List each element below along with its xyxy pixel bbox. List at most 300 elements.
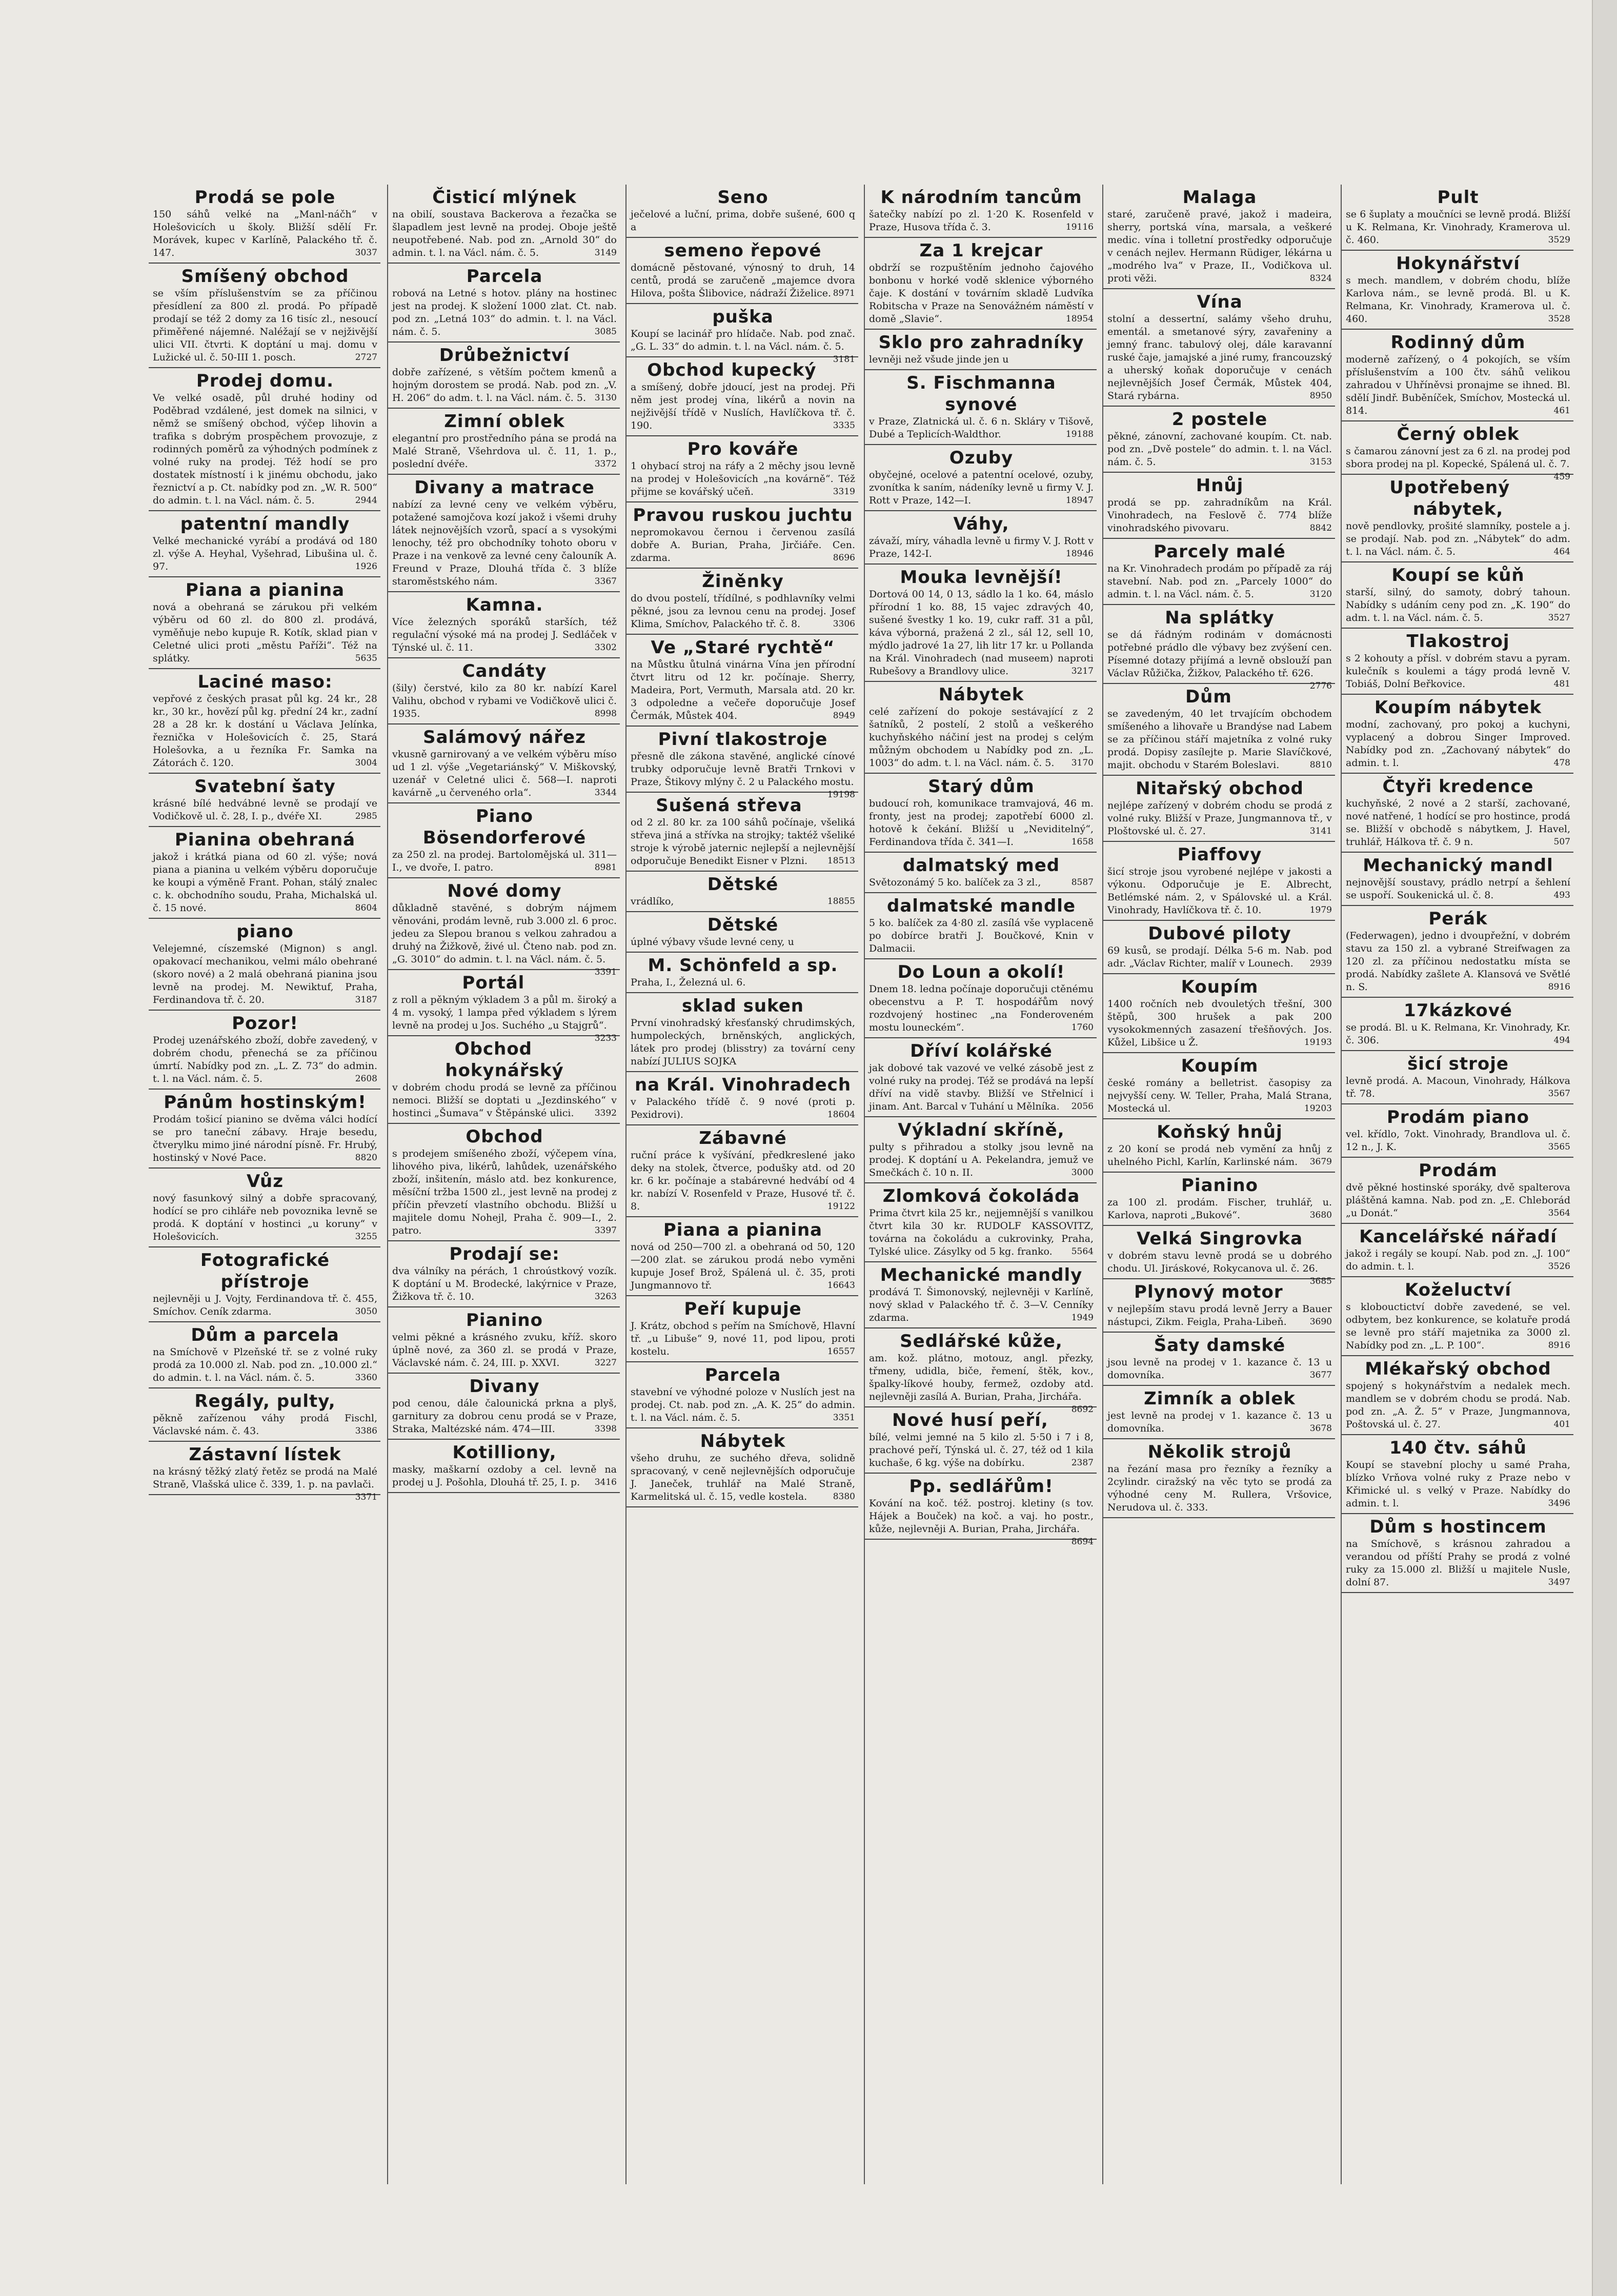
ad-number: 8916 — [1548, 1340, 1570, 1351]
ad-body: Koupí se lacinář pro hlídače. Nab. pod znač. „G. L. 33“ do admin. t. l. na Václ. nám. č. 5. 3181 — [631, 328, 855, 353]
ad-heading: Vůz — [246, 1171, 284, 1192]
classified-ad — [388, 1442, 620, 1493]
ad-number: 3679 — [1309, 1157, 1332, 1167]
classified-ad — [388, 477, 620, 592]
ad-heading: Zábavné — [699, 1128, 787, 1149]
ad-number: 3263 — [594, 1292, 617, 1302]
ad-number: 8380 — [833, 1492, 855, 1502]
ad-heading: Dříví kolářské — [910, 1041, 1053, 1061]
ad-number: 493 — [1553, 890, 1570, 900]
ad-heading: Dětské — [707, 915, 779, 935]
ad-heading: Černý oblek — [1397, 424, 1520, 445]
ad-number: 3678 — [1309, 1423, 1332, 1434]
ad-column-3 — [625, 185, 858, 2184]
ad-heading: Parcela — [466, 266, 543, 287]
ad-heading: Divany a matrace — [414, 477, 595, 498]
classified-ad — [865, 895, 1097, 959]
classified-ad — [626, 240, 858, 304]
ad-body: 1400 ročních neb dvouletých třešní, 300 štěpů, 300 hrušek a pak 200 vysokokmenných zasazení třešňových. Jos. Kůžel, Libšice u Ž. 19193 — [1107, 998, 1332, 1048]
ad-number: 461 — [1553, 406, 1570, 416]
ad-number: 3351 — [833, 1413, 855, 1423]
ad-number: 3685 — [1309, 1276, 1332, 1286]
ad-number: 19203 — [1304, 1103, 1332, 1114]
ad-heading: piano — [236, 921, 294, 942]
classified-ad — [865, 855, 1097, 893]
ad-body: jest levně na prodej v 1. kazance č. 13 u domovníka. 3678 — [1107, 1410, 1332, 1434]
ad-number: 8998 — [594, 709, 617, 719]
classified-ad — [149, 1092, 380, 1169]
ad-heading: puška — [712, 307, 774, 327]
ad-body: elegantní pro prostředního pána se prodá na Malé Straně, Všehrdova ul. č. 11, 1. p., poslední dvéře. 3372 — [392, 433, 617, 470]
ad-number: 3690 — [1309, 1317, 1332, 1327]
classified-ad — [1103, 686, 1335, 776]
ad-body: jak dobové tak vazové ve velké zásobě jest z volné ruky na prodej. Též se prodává na lepší dříví na vidě stavby. Bližší ve Střelnicí i jinam. Ant. Barcal v Tuhání u Mělníka. 2056 — [869, 1062, 1094, 1112]
ad-heading: Obchod kupecký — [647, 360, 817, 380]
ad-body: na Smíchově v Plzeňské tř. se z volné ruky prodá za 10.000 zl. Nab. pod zn. „10.000 zl.“ do admin. t. l. na Václ. nám. č. 5. 3360 — [153, 1346, 377, 1383]
ad-body: nová od 250—700 zl. a obehraná od 50, 120—200 zlat. se zárukou prodá nebo vyměni kupuje Josef Brož, Spálená ul. č. 35, proti Jungmannovo tř. 16643 — [631, 1241, 855, 1291]
ad-body: am. kož. plátno, motouz, angl. přezky, třmeny, udidla, biče, řemení, štěk, kov., špalky-líkové houby, fermež, ozdoby atd. nejlevněji zasílá A. Burian, Praha, Jirchářa. 8692 — [869, 1352, 1094, 1403]
ad-heading: Zimník a oblek — [1144, 1388, 1296, 1409]
classified-ad — [1342, 1279, 1573, 1356]
ad-heading: Koželuctví — [1404, 1280, 1512, 1300]
ad-body: v dobrém chodu prodá se levně za příčinou nemoci. Bližší se doptati u „Jezdinského“ v hostinci „Šumava“ v Štěpánské ulici. 3392 — [392, 1082, 617, 1119]
ad-heading: Dům — [1185, 687, 1232, 707]
ad-heading: Upotřebený nábytek, — [1389, 477, 1510, 519]
ad-number: 8324 — [1309, 273, 1332, 284]
ad-number: 478 — [1553, 758, 1570, 768]
ad-heading: Dům s hostincem — [1369, 1517, 1547, 1537]
classified-ad — [1342, 565, 1573, 629]
ad-heading: M. Schönfeld a sp. — [648, 955, 838, 976]
classified-ad — [388, 1376, 620, 1440]
classified-ad — [1103, 1121, 1335, 1173]
ad-body: v nejlepším stavu prodá levně Jerry a Bauer nástupci, Zikm. Feigla, Praha-Libeň. 3690 — [1107, 1303, 1332, 1327]
classified-ad — [388, 1038, 620, 1124]
ad-number: 3416 — [594, 1477, 617, 1487]
ad-heading: K národním tancům — [880, 187, 1082, 208]
classified-ad — [149, 370, 380, 511]
classified-ad — [149, 671, 380, 774]
classified-ad — [388, 660, 620, 724]
classified-ad — [388, 187, 620, 264]
ad-number: 3217 — [1071, 666, 1094, 676]
classified-ad — [865, 240, 1097, 330]
classified-ad — [865, 1476, 1097, 1547]
ad-heading: Sklo pro zahradníky — [878, 332, 1084, 353]
ad-heading: Nové domy — [447, 881, 562, 901]
classified-ad — [388, 880, 620, 977]
ad-body: prodává T. Šimonovský, nejlevněji v Karlíně, nový sklad v Palackého tř. č. 3—V. Cenníky zdarma. 1949 — [869, 1286, 1094, 1323]
ad-number: 16643 — [827, 1280, 855, 1291]
ad-body: krásné bílé hedvábné levně se prodají ve Vodičkově ul. č. 28, I. p., dvéře XI. 2985 — [153, 798, 377, 822]
classified-ad — [1342, 1106, 1573, 1158]
ad-body: starší, silný, do samoty, dobrý tahoun. Nabídky s udáním ceny pod zn. „K. 190“ do adm. t. l. na Václ. nám. č. 5. 3527 — [1346, 587, 1570, 623]
ad-body: levněji než všude jinde jen u — [869, 354, 1009, 365]
ad-body: celé zařízení do pokoje sestávající z 2 šatníků, 2 postelí, 2 stolů a veškerého kuchyňského náčiní jest na prodej s celým můžným obchodem u Nabídky pod zn. „L. 1003“ do adm. t. l. na Václ. nám. č. 5. 3170 — [869, 706, 1094, 769]
ad-body: spojený s hokynářstvím a nedalek mech. mandlem se v dobrém chodu se prodá. Nab. pod zn. „A. Ž. 5“ v Praze, Jungmannova, Poštovská ul. č. 27. 401 — [1346, 1380, 1570, 1430]
ad-heading: Piano Bösendorferové — [422, 806, 587, 848]
ad-body: a smíšený, dobře jdoucí, jest na prodej. Při něm jest prodej vína, likérů a novin na nejživější třídě v Nuslích, Havlíčkova tř. č. 190. 3335 — [631, 381, 855, 431]
ad-heading: Peří kupuje — [684, 1299, 802, 1319]
classified-ad — [626, 729, 858, 800]
ad-number: 3050 — [355, 1306, 377, 1317]
ad-heading: Koupím — [1181, 977, 1259, 997]
ad-body: ječelové a luční, prima, dobře sušené, 600 q a — [631, 209, 855, 233]
classified-ad — [149, 1444, 380, 1502]
classified-ad — [626, 306, 858, 365]
ad-number: 3526 — [1548, 1261, 1570, 1272]
ad-number: 3398 — [594, 1424, 617, 1434]
ad-number: 464 — [1553, 547, 1570, 557]
ad-heading: Pravou ruskou juchtu — [633, 505, 853, 526]
ad-number: 3004 — [355, 758, 377, 768]
ad-heading: Nábytek — [938, 684, 1024, 705]
ad-body: Prodám tošicí pianino se dvěma válci hodící se pro taneční zábavy. Hraje besedu, čtverylku mimo jiné národní písně. Fr. Hrubý, hostinský v Nové Pace. 8820 — [153, 1114, 377, 1163]
classified-ad — [149, 1324, 380, 1388]
ad-body: vkusně garnirovaný a ve velkém výběru míso ud 1 zl. výše „Vegetariánský“ V. Miškovský, uzenář v Celetné ulici č. 568—I. naproti kavárně „u červeného orla“. 3344 — [392, 749, 617, 798]
ad-heading: 2 postele — [1171, 409, 1268, 430]
classified-ad — [149, 266, 380, 368]
ad-body: na řezání masa pro řezníky a řezníky a 2cylindr. ciražský na věc tyto se prodá za výhodné ceny M. Rullera, Vršovice, Nerudova ul. č. 333. — [1107, 1463, 1332, 1513]
classified-ad — [1103, 976, 1335, 1053]
classified-ad — [1342, 908, 1573, 998]
ad-column-5 — [1102, 185, 1335, 2184]
ad-heading: Do Loun a okolí! — [897, 962, 1065, 982]
classified-ad — [1342, 424, 1573, 482]
ad-number: 3360 — [355, 1373, 377, 1383]
classified-ad — [626, 1298, 858, 1362]
classified-ad — [626, 795, 858, 872]
ad-number: 1658 — [1071, 837, 1094, 847]
ad-body: na krásný těžký zlatý řetěz se prodá na Malé Straně, Vlašská ulice č. 339, 1. p. na pavlači. 3371 — [153, 1465, 377, 1491]
ad-number: 2939 — [1309, 958, 1332, 969]
ad-number: 19193 — [1304, 1037, 1332, 1048]
classified-ad — [388, 805, 620, 878]
ad-heading: Starý dům — [928, 776, 1035, 797]
ad-heading: Dětské — [707, 874, 779, 895]
classified-ad — [1342, 855, 1573, 906]
ad-number: 8604 — [355, 903, 377, 913]
ad-heading: Koňský hnůj — [1157, 1122, 1283, 1142]
classified-ad — [149, 829, 380, 919]
ad-number: 5635 — [355, 653, 377, 663]
ad-body: nová a obehraná se zárukou při velkém výběru od 60 zl. do 800 zl. prodává, vyměňuje nebo kupuje R. Kotík, sklad pian v Celetné ulici proti „městu Paříži“. Též na splátky. 5635 — [153, 601, 377, 664]
ad-number: 3153 — [1309, 457, 1332, 467]
classified-ad — [149, 921, 380, 1011]
ad-heading: Koupím nábytek — [1374, 697, 1542, 718]
classified-ad — [1103, 475, 1335, 539]
ad-heading: Plynový motor — [1134, 1282, 1283, 1302]
classified-ad — [1103, 1281, 1335, 1333]
ad-body: prodá se pp. zahradníkům na Král. Vinohradech, na Feslově č. 774 blíže vinohradského pivovaru. 8842 — [1107, 497, 1332, 534]
ad-number: 2727 — [355, 352, 377, 362]
ad-number: 3564 — [1548, 1208, 1570, 1218]
ad-number: 3335 — [833, 420, 855, 431]
ad-heading: Piana a pianina — [663, 1220, 823, 1240]
classified-ad — [1103, 778, 1335, 842]
ad-heading: šicí stroje — [1407, 1054, 1509, 1074]
classified-ad — [626, 1431, 858, 1507]
classified-ad — [865, 187, 1097, 238]
ad-body: dvě pěkné hostinské sporáky, dvě spalterova pláštěná kamna. Nab. pod zn. „E. Chleborád „u Donát.“ 3564 — [1346, 1182, 1570, 1219]
ad-number: 2985 — [355, 811, 377, 821]
classified-ad — [626, 874, 858, 912]
ad-number: 18604 — [827, 1110, 855, 1120]
ad-body: obdrží se rozpuštěním jednoho čajového bonbonu v horké vodě sklenice výborného čaje. K dostání v továrním skladě Ludvíka Robitscha v Praze na Senovážném náměstí v domě „Slavie“. 18954 — [869, 262, 1094, 325]
ad-number: 3391 — [594, 967, 617, 977]
ad-heading: Prodej domu. — [196, 371, 334, 391]
ad-heading: Obchod — [466, 1126, 543, 1147]
ad-body: přesně dle zákona stavěné, anglické cínové trubky odporučuje levně Bratři Trnkovi v Praze, Štikovy mlýny č. 2 u Palackého mostu. 19198 — [631, 750, 855, 789]
classified-ad — [1103, 1388, 1335, 1439]
classified-ad — [1103, 541, 1335, 605]
ad-body: šicí stroje jsou vyrobené nejlépe v jakosti a výkonu. Odporučuje je E. Albrecht, Betlémské nám. 2, v Spálovské ul. a Král. Vinohrady, Havlíčkova tř. č. 10. 1979 — [1107, 866, 1332, 916]
classified-ad — [626, 955, 858, 993]
ad-body: pulty s přihradou a stolky jsou levně na prodej. K doptání u A. Pekelandra, jemuž ve Smečkách č. 10 n. II. 3000 — [869, 1141, 1094, 1178]
ad-number: 3149 — [594, 248, 617, 258]
ad-body: nejnovější soustavy, prádlo netrpí a šehlení se uspoří. Soukenická ul. č. 8. 493 — [1346, 877, 1570, 901]
ad-body: dva válníky na pérách, 1 chroústkový vozík. K doptání u M. Brodecké, lakýrnice v Praze, Žižkova tř. č. 10. 3263 — [392, 1265, 617, 1302]
classified-ad — [865, 1185, 1097, 1262]
classified-ad — [149, 776, 380, 827]
ad-body: Velejemné, císzemské (Mignon) s angl. opakovací mechanikou, velmi málo obehrané (skoro nové) a 2 malá obehraná pianina jsou levně na prodej. M. Newiktuf, Praha, Ferdinandova tř. č. 20. 3187 — [153, 943, 377, 1005]
ad-body: 1 ohybací stroj na ráfy a 2 měchy jsou levně na prodej v Holešovicích „na kovárně“. Též přijme se kovářský učeň. 3319 — [631, 460, 855, 497]
ad-body: stavební ve výhodné poloze v Nuslích jest na prodej. Ct. nab. pod zn. „A. K. 25“ do admin. t. l. na Václ. nám. č. 5. 3351 — [631, 1386, 855, 1423]
classified-ad — [1342, 1516, 1573, 1593]
ad-body: nejlépe zařízený v dobrém chodu se prodá z volné ruky. Bližší v Praze, Jungmannova tř., v Ploštovské ul. č. 27. 3141 — [1107, 800, 1332, 837]
ad-heading: Candáty — [462, 661, 547, 681]
classified-ad — [1342, 1053, 1573, 1104]
classified-ad — [1342, 1226, 1573, 1277]
ad-heading: Pro kováře — [687, 439, 799, 459]
ad-heading: Salámový nářez — [423, 727, 586, 748]
classified-ad — [626, 438, 858, 502]
ad-body: vepřové z českých prasat půl kg. 24 kr., 28 kr., 30 kr., hovězí půl kg. přední 24 kr., zadní 28 a 28 kr. k dostání u Václava Jelínka, řeznička v Holešovicích č. 25, Stará Holešovka, a u řezníka Fr. Samka na Zátorách č. 120. 3004 — [153, 693, 377, 769]
classified-ad — [865, 1264, 1097, 1328]
classified-ad — [388, 727, 620, 803]
ad-body: nabízí za levné ceny ve velkém výběru, potažené samojčova kozí jakož i všemi druhy látek nejnovějších vzorů, spací a s vysokými lenochy, též pro obchodníky tohoto oboru v Praze i na venkově za levné ceny čalouník A. Freund v Praze, Dlouhá třída č. 3 blíže staroměstského nám. 3367 — [392, 499, 617, 587]
classified-ad — [149, 187, 380, 264]
ad-body: vel. křídlo, 7okt. Vinohrady, Brandlova ul. č. 12 n., J. K. 3565 — [1346, 1129, 1570, 1153]
ad-body: s čamarou zánovní jest za 6 zl. na prodej pod sbora prodej na pl. Kopecké, Spálená ul. č. 7. 459 — [1346, 445, 1570, 471]
classified-ad — [1103, 1055, 1335, 1119]
ad-number: 3392 — [594, 1108, 617, 1118]
ad-heading: Pánům hostinským! — [164, 1092, 367, 1113]
ad-heading: Piaffovy — [1177, 844, 1262, 865]
page-edge — [1592, 0, 1617, 2296]
ad-number: 19198 — [827, 790, 855, 800]
classified-ad — [626, 1219, 858, 1296]
ad-body: kuchyňské, 2 nové a 2 starší, zachované, nové natřené, 1 hodící se pro hostince, prodá se. Bližší v obchodě s nábytkem, J. Havel, truhlář, Hálkova tř. č. 9 n. 507 — [1346, 798, 1570, 848]
ad-heading: Několik strojů — [1147, 1442, 1292, 1462]
ad-heading: Portál — [462, 973, 525, 993]
ad-heading: Piana a pianina — [185, 580, 345, 600]
ad-number: 8694 — [1071, 1537, 1094, 1547]
ad-body: se dá řádným rodinám v domácnosti potřebné prádlo dle výbavy bez zvýšení cen. Písemné dotazy přijímá a levně obslouží pan Václav Růžička, Žižkov, Palackého tř. 626. 2776 — [1107, 629, 1332, 680]
ad-body: jsou levně na prodej v 1. kazance č. 13 u domovníka. 3677 — [1107, 1357, 1332, 1381]
classified-ad — [1342, 1160, 1573, 1224]
ad-number: 3227 — [594, 1358, 617, 1368]
ad-number: 3000 — [1071, 1167, 1094, 1178]
ad-body: z roll a pěkným výkladem 3 a půl m. široký a 4 m. vysoký, 1 lampa před výkladem s lýrem levně na prodej u Jos. Suchého „u Stajgrů“. 3233 — [392, 994, 617, 1032]
ad-number: 16557 — [827, 1346, 855, 1357]
classified-ad — [1342, 477, 1573, 562]
classified-ad — [1103, 607, 1335, 691]
ad-number: 1760 — [1071, 1022, 1094, 1033]
classified-ad — [865, 1040, 1097, 1117]
classified-ad — [626, 571, 858, 635]
ad-heading: Parcela — [704, 1365, 781, 1385]
ad-body: Prima čtvrt kila 25 kr., nejjemnější s vanilkou čtvrt kila 30 kr. RUDOLF KASSOVITZ, továrna na čokoládu a cukrovinky, Praha, Tylské ulice. Zásylky od 5 kg. franko. 5564 — [869, 1207, 1094, 1257]
ad-heading: Velká Singrovka — [1136, 1228, 1303, 1249]
classified-ad — [149, 1013, 380, 1090]
ad-heading: Drůbežnictví — [439, 345, 570, 366]
ad-number: 8981 — [594, 862, 617, 873]
classified-ad — [388, 345, 620, 409]
ad-heading: Na splátky — [1165, 608, 1275, 628]
ad-number: 3187 — [355, 995, 377, 1005]
ad-heading: Mouka levnější! — [900, 567, 1063, 588]
ad-heading: Seno — [717, 187, 769, 208]
ad-heading: Parcely malé — [1154, 541, 1286, 562]
ad-heading: Koupí se kůň — [1391, 565, 1525, 586]
ad-number: 3529 — [1548, 235, 1570, 245]
classified-ad — [388, 1126, 620, 1241]
ad-heading: Pianino — [1181, 1175, 1258, 1196]
ad-number: 1979 — [1309, 905, 1332, 915]
ad-number: 3386 — [355, 1426, 377, 1436]
ad-heading: Nitařský obchod — [1136, 778, 1304, 799]
classified-ad — [865, 961, 1097, 1038]
ad-body: jakož i regály se koupí. Nab. pod zn. „J. 100“ do admin. t. l. 3526 — [1346, 1248, 1570, 1272]
classified-ad — [1342, 776, 1573, 853]
classified-ad — [1103, 1228, 1335, 1286]
ad-heading: Nové husí peří, — [892, 1410, 1048, 1431]
classified-ad — [865, 332, 1097, 370]
classified-ad — [1103, 187, 1335, 289]
ad-heading: Sušená střeva — [656, 795, 802, 816]
ad-body: nepromokavou černou i červenou zasílá dobře A. Burian, Praha, Jirčiáře. Cen. zdarma. 8696 — [631, 527, 855, 563]
ad-number: 494 — [1553, 1035, 1570, 1045]
ad-heading: Fotografické přístroje — [200, 1250, 330, 1292]
ad-heading: Kotilliony, — [452, 1442, 557, 1463]
ad-body: budoucí roh, komunikace tramvajová, 46 m. fronty, jest na prodej; zapotřebí 6000 zl. hotově k čekání. Bližší u „Neviditelný“, Ferdinandova třída č. 341—I. 1658 — [869, 798, 1094, 848]
ad-body: na obilí, soustava Backerova a řezačka se šlapadlem jest levně na prodej. Oboje ještě neupotřebené. Nab. pod zn. „Arnold 30“ do admin. t. l. na Václ. nám. č. 5. 3149 — [392, 209, 617, 258]
ad-heading: Prodám — [1419, 1160, 1498, 1181]
ad-body: v Praze, Zlatnická ul. č. 6 n. Skláry v Tišově, Dubé a Teplicích-Waldthor. 19188 — [869, 416, 1094, 440]
ad-body: s prodejem smíšeného zboží, výčepem vína, lihového piva, likérů, lahůdek, uzenářského zboží, inšitenín, máslo atd. bez konkurence, měsíční tržba 1500 zl., jest levně na prodej z příčin převzetí vlastního obchodu. Bližší u majitele domu Nohejl, Praha č. 909—I., 2. patro. 3397 — [392, 1148, 617, 1236]
ad-body: robová na Letné s hotov. plány na hostinec jest na prodej. K složení 1000 zlat. Ct. nab. pod zn. „Letná 103“ do admin. t. l. na Václ. nám. č. 5. 3085 — [392, 288, 617, 337]
ad-body: šatečky nabízí po zl. 1·20 K. Rosenfeld v Praze, Husova třída č. 3. 19116 — [869, 209, 1094, 233]
ad-body: domácně pěstované, výnosný to druh, 14 centů, prodá se zaručeně „majemce dvora Hilova, pošta Šlibovice, nádraží Žiželice. 8971 — [631, 262, 855, 299]
ad-body: Prodej uzenářského zboží, dobře zavedený, v dobrém chodu, přenechá se za příčinou úmrtí. Nabídky pod zn. „L. Z. 73“ do admin. t. l. na Václ. nám. č. 5. 2608 — [153, 1035, 377, 1084]
ad-body: velmi pěkné a krásného zvuku, kříž. skoro úplně nové, za 360 zl. se prodá v Praze, Václavské nám. č. 24, III. p. XXVI. 3227 — [392, 1332, 617, 1368]
ad-number: 18855 — [827, 896, 855, 907]
ad-body: Ve velké osadě, půl druhé hodiny od Poděbrad vzdálené, jest domek na silnici, v němž se smíšený obchod, výčep lihovin a trafika s dobrým prospěchem provozuje, z rodinných poměrů za výhodných podmínek z volné ruky na prodej. Též hodí se pro dostatek místností i k jinému obchodu, jako řeznictví a p. Ct. nabídky pod zn. „W. R. 500“ do admin. t. l. na Václ. nám. č. 5. 2944 — [153, 392, 377, 506]
ad-heading: Žiněnky — [702, 571, 784, 592]
classified-ad — [865, 1119, 1097, 1183]
classified-ad — [388, 411, 620, 475]
ad-heading: Zlomková čokoláda — [882, 1186, 1080, 1206]
ad-heading: 17kázkové — [1404, 1000, 1512, 1021]
classified-ad — [1342, 1358, 1573, 1435]
ad-body: za 250 zl. na prodej. Bartolomějská ul. 311—I., ve dvoře, I. patro. 8981 — [392, 849, 617, 873]
classified-ad — [865, 372, 1097, 445]
ad-number: 3497 — [1548, 1577, 1570, 1587]
ad-heading: Pianino — [466, 1310, 543, 1331]
ad-heading: 140 čtv. sáhů — [1389, 1438, 1527, 1458]
ad-body: Velké mechanické vyrábí a prodává od 180 zl. výše A. Heyhal, Vyšehrad, Libušina ul. č. 97. 1926 — [153, 535, 377, 572]
classified-ad — [149, 513, 380, 577]
ad-number: 3319 — [833, 487, 855, 497]
ad-number: 3302 — [594, 642, 617, 653]
ad-number: 2387 — [1071, 1458, 1094, 1468]
ad-body: se prodá. Bl. u K. Relmana, Kr. Vinohrady, Kr. č. 306. 494 — [1346, 1022, 1570, 1046]
ad-body: s mech. mandlem, v dobrém chodu, blíže Karlova nám., se levně prodá. Bl. u K. Relmana, Kr. Vinohrady, Kramerova ul. č. 460. 3528 — [1346, 275, 1570, 325]
ad-body: pod cenou, dále čalounická prkna a plyš, garnitury za dobrou cenu prodá se v Praze, Straka, Maltézské nám. 474—III. 3398 — [392, 1398, 617, 1435]
ad-number: 8949 — [833, 711, 855, 721]
ad-heading: Za 1 krejcar — [919, 240, 1043, 261]
ad-body: úplné výbavy všude levné ceny, u — [631, 936, 794, 948]
ad-body: Dnem 18. ledna počínaje doporučuji ctěnému obecenstvu a P. T. hospodářům nový rozdvojený hostinec „na Fonderoveném mostu louneckém“. 1760 — [869, 983, 1094, 1033]
ad-heading: Obchod hokynářský — [445, 1039, 564, 1081]
ad-body: se zavedeným, 40 let trvajícím obchodem smíšeného a lihovaře u Brandýse nad Labem se za příčinou stáří majetníka z volné ruky prodá. Dopisy zasílejte p. Marie Slavíčkové, majit. obchodu v Starém Boleslavi. 8810 — [1107, 708, 1332, 771]
ad-number: 3141 — [1309, 826, 1332, 836]
ad-heading: Šaty damské — [1154, 1335, 1286, 1356]
classified-ad — [626, 637, 858, 727]
ad-body: (Federwagen), jedno i dvoupřežní, v dobrém stavu za 150 zl. a vybrané Streifwagen za 120 zl. za příčinou nedostatku místa se prodá. Nabídky zašlete A. Klansová ve Světlé n. S. 8916 — [1346, 930, 1570, 993]
ad-number: 8971 — [833, 288, 855, 298]
ad-heading: Mlékařský obchod — [1365, 1359, 1551, 1379]
ad-body: od 2 zl. 80 kr. za 100 sáhů počínaje, všeliká střeva jiná a střívka na strojky; taktéž všeliké stroje k výrobě jaternic nejlepší a nejlevnější odporučuje Benedikt Eisner v Plzni. 18513 — [631, 817, 855, 867]
ad-body: se vším příslušenstvím se za příčinou přesídlení za 800 zl. prodá. Po případě prodají se též 2 domy za 16 tisíc zl., nesoucí přiměřené nájemné. Naléžají se v nejživější ulici VII. čtvrti. K doptání u maj. domu v Lužické ul. č. 50-III 1. posch. 2727 — [153, 288, 377, 363]
ad-body: moderně zařízený, o 4 pokojích, se vším příslušenstvím a 100 čtv. sáhů velikou zahradou v Uhříněvsi pronajme se ihned. Bl. sdělí Jindř. Buběníček, Smíchov, Mostecká ul. 814. 461 — [1346, 354, 1570, 416]
ad-heading: Ozuby — [949, 448, 1014, 468]
ad-body: stolní a dessertní, salámy všeho druhu, ementál. a smetanové sýry, zavařeniny a jemný franc. tabulový olej, dále karavanní ruské čaje, jamajské a jiné rumy, francouzský a uherský koňak doporučuje v cenách nejlevnějších Josef Čermák, Můstek 404, Stará rybárna. 8950 — [1107, 313, 1332, 401]
ad-number: 8950 — [1309, 391, 1332, 401]
classified-ad — [388, 266, 620, 343]
ad-number: 459 — [1553, 472, 1570, 482]
ad-body: levně prodá. A. Macoun, Vinohrady, Hálkova tř. 78. 3567 — [1346, 1075, 1570, 1099]
ad-heading: Pozor! — [232, 1013, 298, 1034]
ad-body: důkladně stavěné, s dobrým nájmem věnováni, prodám levně, rub 3.000 zl. 6 proc. jedeu za Slepou branou s velkou zahradou a druhý na Žižkově, živé ul. Čteno nab. pod zn. „G. 3010“ do admin. t. l. na Václ. nám. č. 5. 3391 — [392, 902, 617, 966]
ad-column-1 — [149, 185, 380, 2184]
ad-heading: Váhy, — [953, 514, 1009, 534]
ad-body: s klobouctictví dobře zavedené, se vel. odbytem, bez konkurence, se kolatuře prodá se levně pro stáří majetnika za 3000 zl. Nabídky pod zn. „L. P. 100“. 8916 — [1346, 1301, 1570, 1351]
ad-number: 8810 — [1309, 760, 1332, 770]
classified-ad — [388, 972, 620, 1043]
ad-number: 8842 — [1309, 523, 1332, 533]
ad-column-4 — [864, 185, 1097, 2184]
ad-body: obyčejné, ocelové a patentní ocelové, ozuby, zvonítka k saním, nádeníky levně u firmy V. J. Rott v Praze, 142—I. 18947 — [869, 469, 1094, 506]
ad-number: 3120 — [1309, 589, 1332, 599]
ad-heading: Svatební šaty — [194, 776, 336, 797]
classified-ad — [149, 1171, 380, 1247]
ad-body: všeho druhu, ze suchého dřeva, solidně spracovaný, v ceně nejlevnějších odporučuje J. Janeček, truhlář na Malé Straně, Karmelitská ul. č. 15, vedle kostela. 8380 — [631, 1453, 855, 1502]
ad-body: nově pendlovky, prošité slamníky, postele a j. se prodají. Nab. pod zn. „Nábytek“ do adm. t. l. na Václ. nám. č. 5. 464 — [1346, 520, 1570, 557]
ad-body: na Smíchově, s krásnou zahradou a verandou od příští Prahy se prodá z volné ruky za 15.000 zl. Bližší u majitele Nusle, dolní 87. 3497 — [1346, 1538, 1570, 1588]
ad-heading: Pivní tlakostroje — [658, 729, 828, 750]
ad-heading: na Král. Vinohradech — [634, 1075, 852, 1095]
ad-heading: Prodám piano — [1386, 1107, 1530, 1127]
ad-number: 19188 — [1065, 429, 1094, 439]
ad-body: na Můstku ůtulná vinárna Vína jen přírodní čtvrt litru od 12 kr. počínaje. Sherry, Madeira, Port, Vermuth, Marsala atd. 20 kr. 3 odpoledne a večeře doporučuje Josef Čermák, Můstek 404. 8949 — [631, 659, 855, 721]
ad-heading: dalmatské mandle — [886, 896, 1076, 916]
classified-ads-section — [149, 185, 1584, 2184]
ad-number: 8696 — [833, 553, 855, 563]
ad-number: 3372 — [594, 459, 617, 469]
classified-ad — [865, 567, 1097, 682]
